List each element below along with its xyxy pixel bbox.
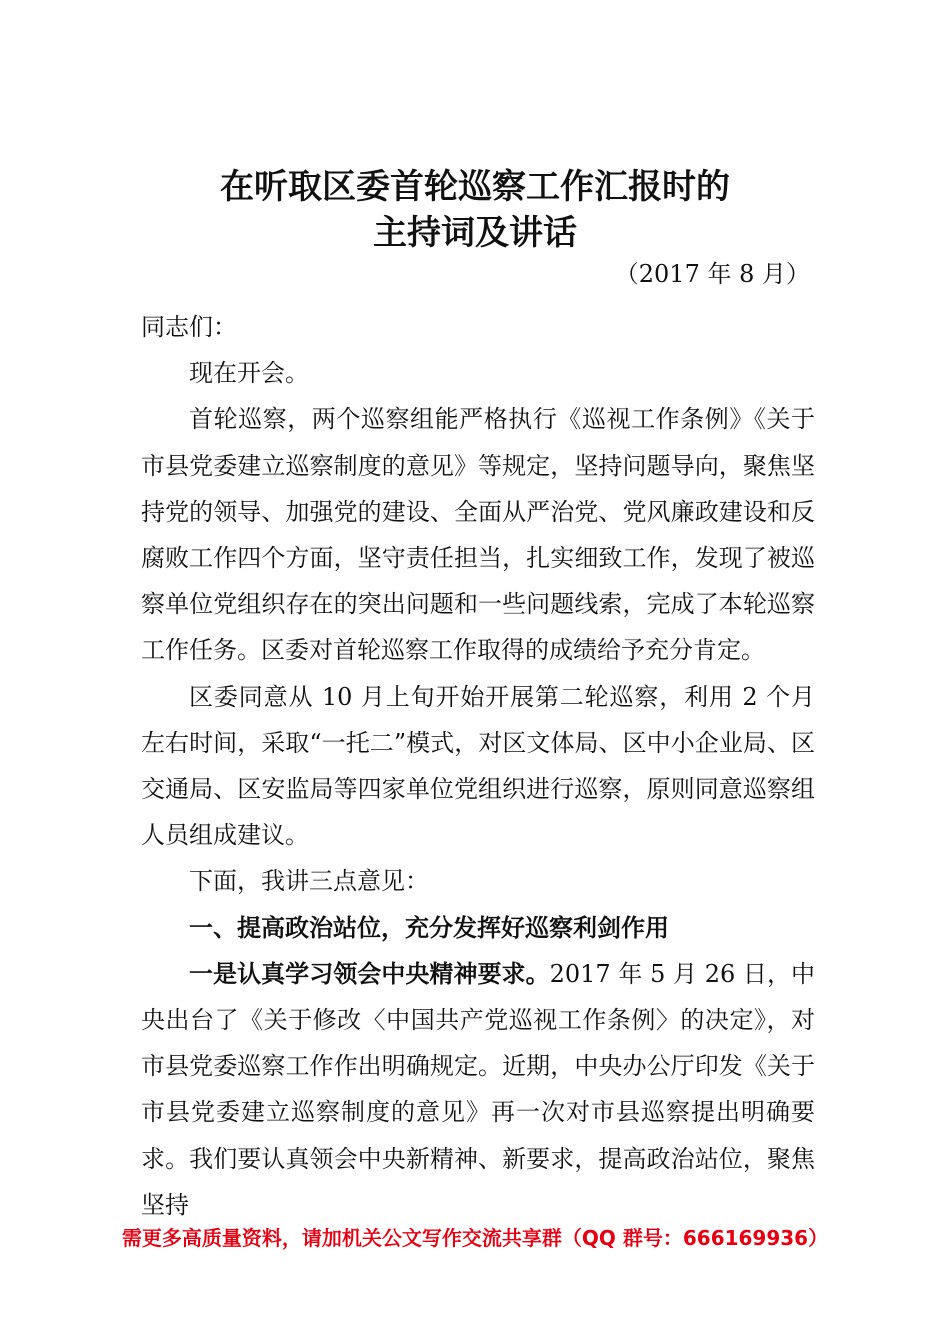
document-date: （2017 年 8 月） xyxy=(614,260,810,288)
document-title-line2: 主持词及讲话 xyxy=(373,213,577,253)
point-one-lead: 一是认真学习领会中央精神要求。 xyxy=(189,959,550,988)
salutation: 同志们： xyxy=(141,313,237,341)
paragraph-point-one xyxy=(141,951,815,1228)
section-heading-1: 一、提高政治站位，充分发挥好巡察利剑作用 xyxy=(189,913,669,942)
footer-notice: 需更多高质量资料，请加机关公文写作交流共享群（QQ 群号：666169936） xyxy=(121,1226,829,1250)
point-one-text: 2017 年 5 月 26 日，中央出台了《关于修改〈中国共产党巡视工作条例〉的决定》，对市县党委巡察工作作出明确规定。近期，中央办公厅印发《关于市县党委建立巡察制度的意见》再一次对市县巡察提出明确要求。我们要认真领会中央新精神、新要求，提高政治站位，聚焦坚持 xyxy=(141,959,816,1219)
document-title-line1: 在听取区委首轮巡察工作汇报时的 xyxy=(220,167,730,207)
paragraph-second-round-plan: 区委同意从 10 月上旬开始开展第二轮巡察，利用 2 个月左右时间，采取“一托二”模式，对区文体局、区中小企业局、区交通局、区安监局等四家单位党组织进行巡察，原则同意巡察组人员组成建议。 xyxy=(141,682,815,850)
paragraph-three-points: 下面，我讲三点意见： xyxy=(189,867,429,896)
paragraph-first-round-summary: 首轮巡察，两个巡察组能严格执行《巡视工作条例》《关于市县党委建立巡察制度的意见》等规定，坚持问题导向，聚焦坚持党的领导、加强党的建设、全面从严治党、党风廉政建设和反腐败工作四个方面，坚守责任担当，扎实细致工作，发现了被巡察单位党组织存在的突出问题和一些问题线索，完成了本轮巡察工作任务。区委对首轮巡察工作取得的成绩给予充分肯定。 xyxy=(141,405,815,665)
document-body xyxy=(141,304,815,1228)
paragraph-opening: 现在开会。 xyxy=(189,359,309,388)
